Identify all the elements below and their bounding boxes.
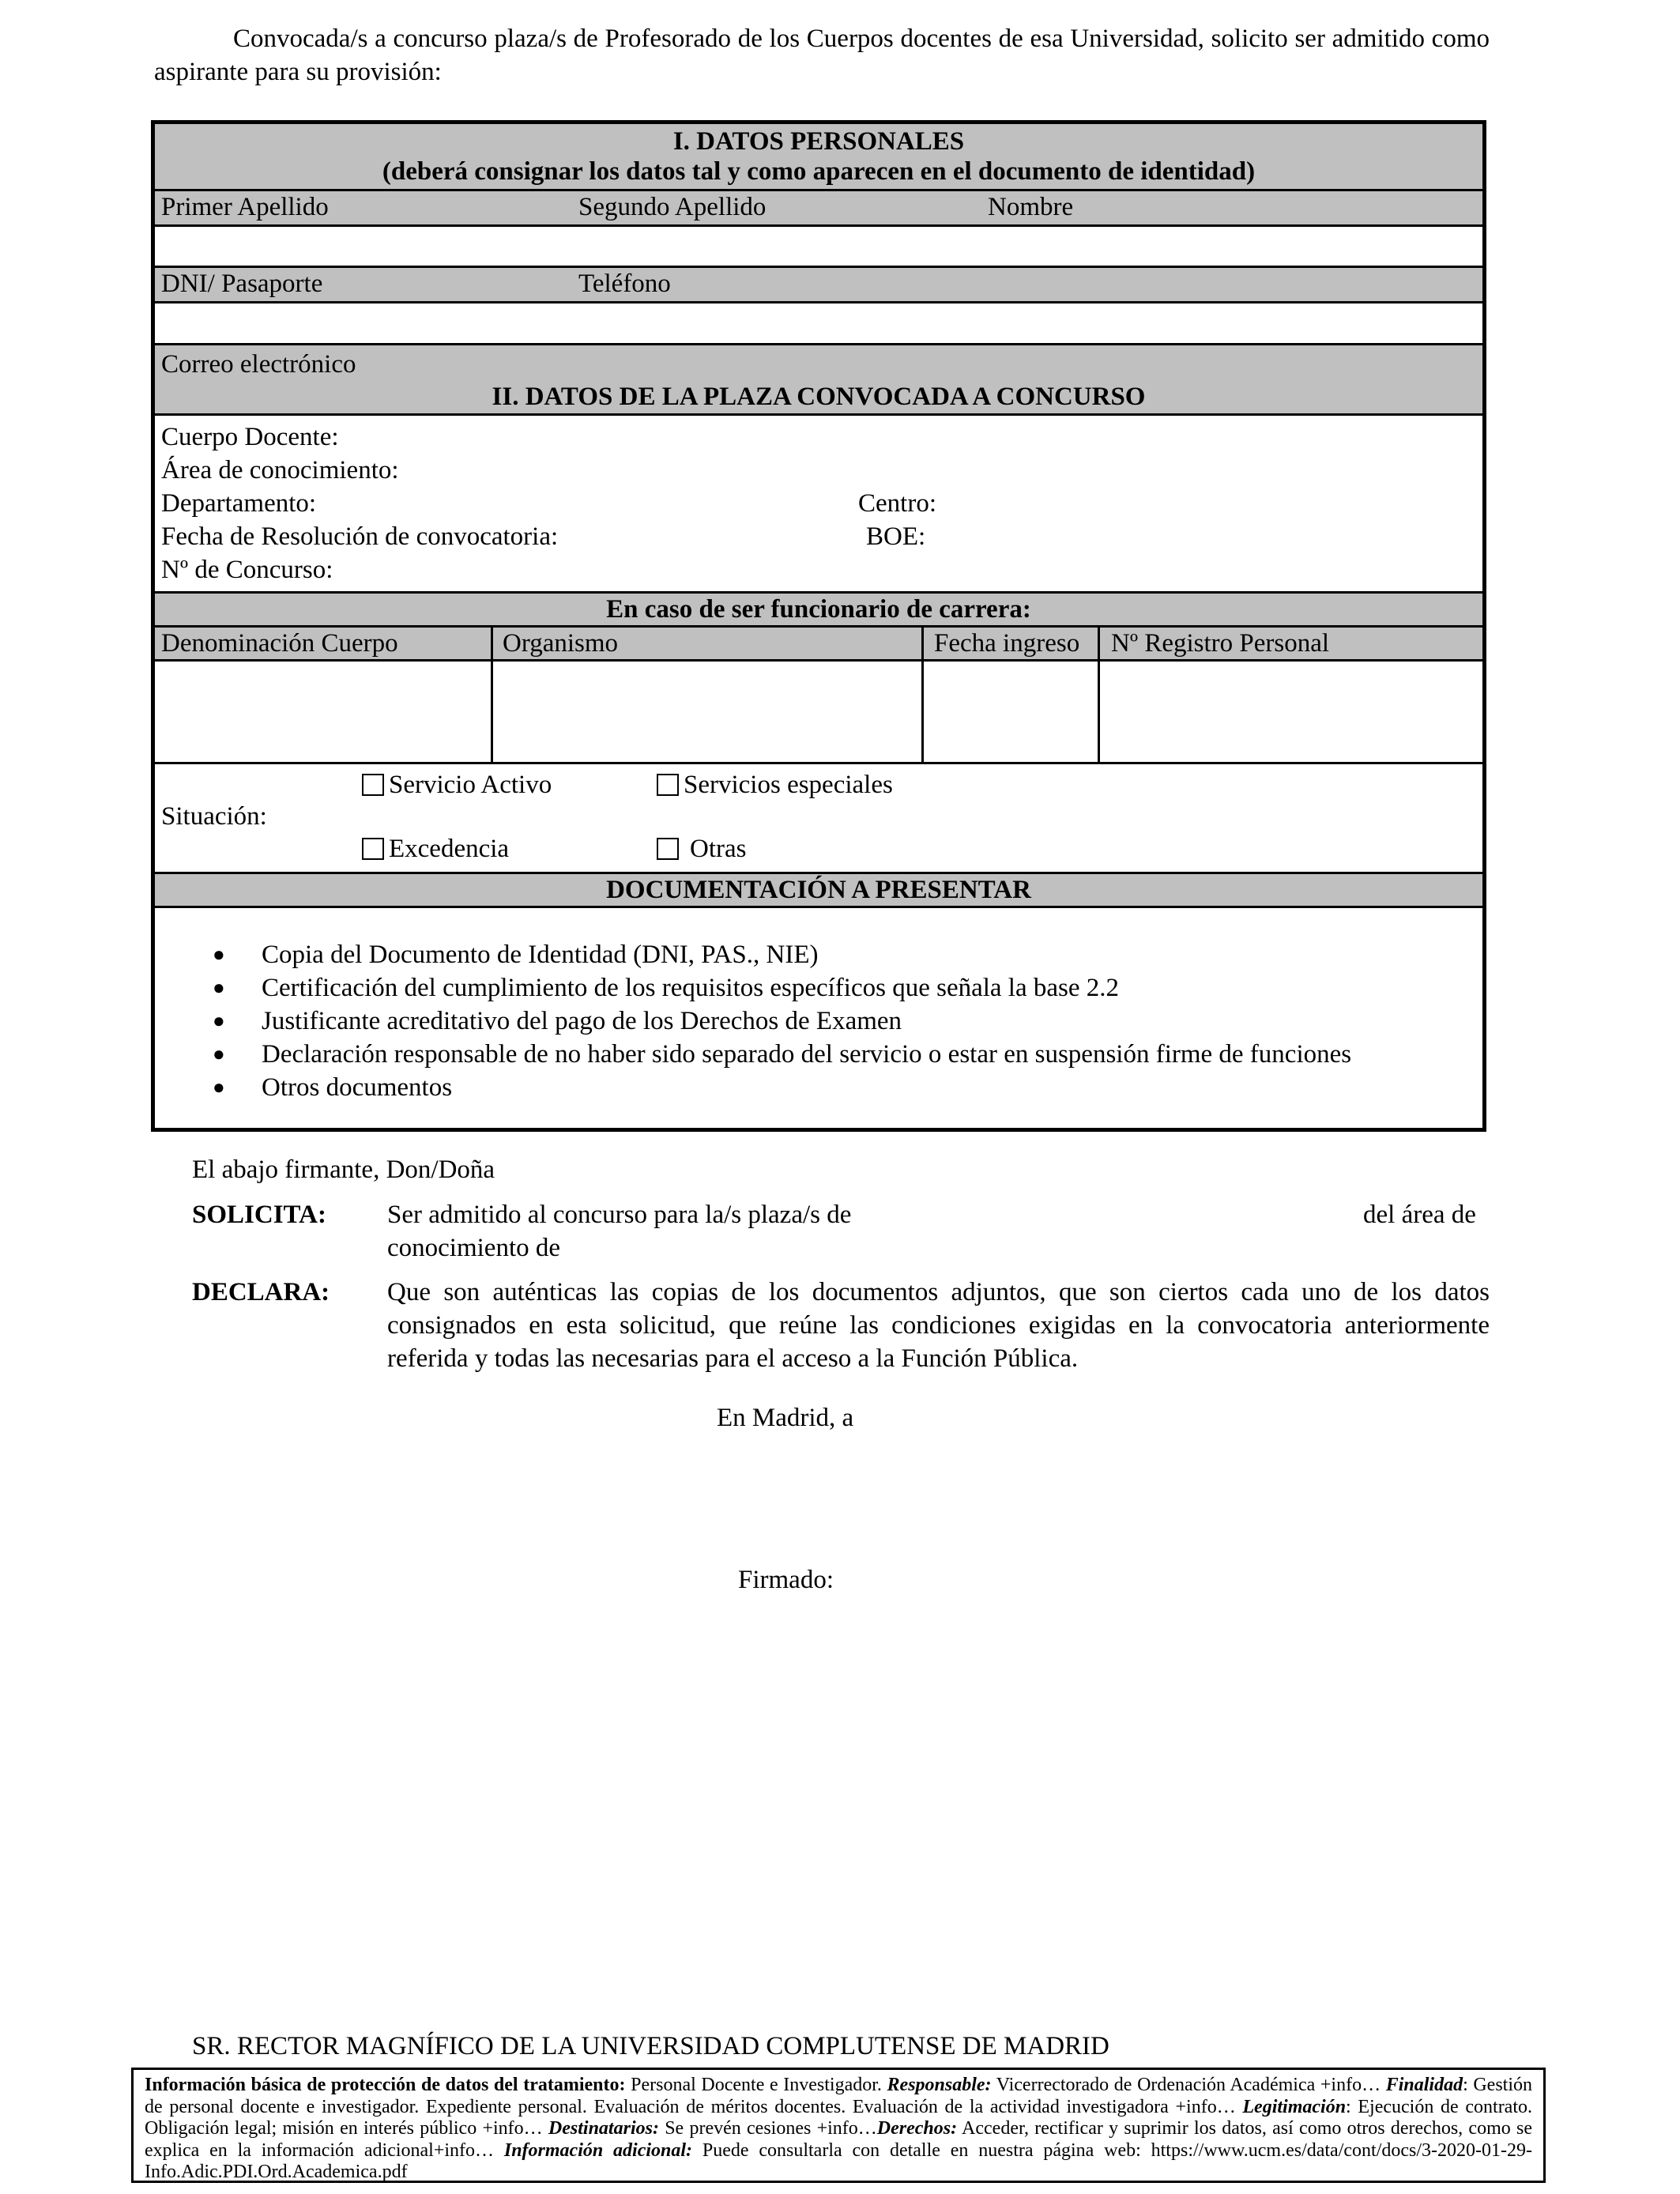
departamento-label: Departamento: — [161, 489, 317, 518]
solicita-conocimiento-text: conocimiento de — [387, 1234, 561, 1262]
dni-label: DNI/ Pasaporte — [161, 270, 323, 298]
servicio-activo-checkbox[interactable] — [362, 774, 384, 796]
solicita-area-text: del área de — [1363, 1201, 1476, 1229]
cuerpo-docente-label: Cuerpo Docente: — [161, 423, 339, 451]
excedencia-option[interactable] — [362, 832, 509, 865]
otras-checkbox[interactable] — [657, 838, 679, 860]
bullet-icon: ● — [213, 1009, 225, 1032]
servicio-activo-label: Servicio Activo — [389, 771, 552, 799]
application-form — [151, 120, 1486, 1132]
segundo-apellido-label: Segundo Apellido — [578, 193, 767, 221]
funcionario-header — [155, 594, 1482, 625]
servicio-activo-option[interactable] — [362, 768, 552, 801]
servicios-especiales-option[interactable] — [657, 768, 893, 801]
documentacion-header — [155, 874, 1482, 906]
funcionario-labels-row — [155, 628, 1482, 659]
otras-label: Otras — [690, 835, 747, 863]
num-concurso-label: Nº de Concurso: — [161, 556, 333, 584]
denominacion-field[interactable] — [155, 662, 491, 760]
data-protection-notice: Información básica de protección de datos del tratamiento: Personal Docente e Investigador. Responsable: Vicerrectorado de Ordenación Académica +info… Finalidad: Gestión de personal docente e investigador. Expediente personal. Evaluación de méritos docentes. Evaluación de la actividad investigadora +info… Legitimación: Ejecución de contrato. Obligación legal; misión en interés público +info… Destinatarios: Se prevén cesiones +info…Derechos: Acceder, rectificar y suprimir los datos, así como otros derechos, como se explica en la información adicional+info… Información adicional: Puede consultarla con detalle en nuestra página web: https://www.ucm.es/data/cont/docs/3-2020-01-29-Info.Adic.PDI.Ord.Academica.pdf — [131, 2068, 1546, 2183]
list-item: ● Certificación del cumplimiento de los requisitos específicos que señala la base 2.2 — [262, 971, 1351, 1005]
servicios-especiales-label: Servicios especiales — [684, 771, 893, 799]
situacion-label: Situación: — [161, 802, 267, 831]
servicios-especiales-checkbox[interactable] — [657, 774, 679, 796]
bullet-icon: ● — [213, 1076, 225, 1099]
primer-apellido-field[interactable] — [155, 227, 567, 266]
dni-field[interactable] — [155, 303, 567, 343]
otras-option[interactable] — [657, 832, 746, 865]
funcionario-inputs-row — [155, 662, 1482, 760]
nombre-field[interactable] — [979, 227, 1485, 266]
excedencia-label: Excedencia — [389, 835, 510, 863]
contact-inputs-row — [155, 303, 1482, 343]
segundo-apellido-field[interactable] — [570, 227, 979, 266]
organismo-field[interactable] — [493, 662, 921, 760]
fecha-ingreso-label: Fecha ingreso — [934, 629, 1080, 658]
correo-label: Correo electrónico — [161, 350, 356, 379]
primer-apellido-label: Primer Apellido — [161, 193, 329, 221]
name-labels-row — [155, 191, 1482, 224]
bullet-icon: ● — [213, 1042, 225, 1065]
nombre-label: Nombre — [988, 193, 1074, 221]
boe-label: BOE: — [866, 522, 926, 551]
section-plaza-title: II. DATOS DE LA PLAZA CONVOCADA A CONCURSO — [492, 383, 1146, 411]
declara-label: DECLARA: — [192, 1278, 330, 1306]
solicita-text: Ser admitido al concurso para la/s plaza/s de — [387, 1201, 852, 1229]
firmado-label: Firmado: — [738, 1566, 834, 1594]
list-item: ● Otros documentos — [262, 1071, 1351, 1104]
documentacion-list — [213, 938, 1352, 1104]
correo-row — [155, 345, 1482, 380]
destinatario: SR. RECTOR MAGNÍFICO DE LA UNIVERSIDAD COMPLUTENSE DE MADRID — [192, 2032, 1109, 2060]
bullet-icon: ● — [213, 976, 225, 999]
fecha-resolucion-label: Fecha de Resolución de convocatoria: — [161, 522, 559, 551]
telefono-field[interactable] — [570, 303, 1485, 343]
area-label: Área de conocimiento: — [161, 456, 399, 484]
excedencia-checkbox[interactable] — [362, 838, 384, 860]
bullet-icon: ● — [213, 943, 225, 966]
intro-paragraph: Convocada/s a concurso plaza/s de Profesorado de los Cuerpos docentes de esa Universidad, solicito ser admitido como aspirante para su provisión: — [154, 25, 1490, 86]
denominacion-label: Denominación Cuerpo — [161, 629, 398, 658]
section-personal-subtitle: (deberá consignar los datos tal y como aparecen en el documento de identidad) — [382, 157, 1256, 186]
funcionario-title: En caso de ser funcionario de carrera: — [606, 595, 1031, 624]
documentacion-title: DOCUMENTACIÓN A PRESENTAR — [606, 876, 1031, 904]
contact-labels-row — [155, 268, 1482, 301]
list-item: ● Justificante acreditativo del pago de los Derechos de Examen — [262, 1005, 1351, 1038]
organismo-label: Organismo — [503, 629, 619, 658]
solicita-label: SOLICITA: — [192, 1201, 326, 1229]
declara-text: Que son auténticas las copias de los documentos adjuntos, que son ciertos cada uno de los datos consignados en esta solicitud, que reúne las condiciones exigidas en la convocatoria anteriormente referida y todas las necesarias para el acceso a la Función Pública. — [387, 1278, 1490, 1373]
centro-label: Centro: — [858, 489, 936, 518]
registro-label: Nº Registro Personal — [1111, 629, 1330, 658]
lugar-fecha: En Madrid, a — [717, 1404, 854, 1432]
section-personal-title: I. DATOS PERSONALES — [672, 127, 965, 156]
list-item: ● Declaración responsable de no haber sido separado del servicio o estar en suspensión firme de funciones — [262, 1038, 1351, 1071]
list-item: ● Copia del Documento de Identidad (DNI, PAS., NIE) — [262, 938, 1351, 971]
telefono-label: Teléfono — [578, 270, 671, 298]
firmante-line: El abajo firmante, Don/Doña — [192, 1155, 495, 1184]
registro-field[interactable] — [1100, 662, 1485, 760]
section-personal-header — [155, 124, 1482, 189]
name-inputs-row — [155, 227, 1482, 266]
fecha-ingreso-field[interactable] — [924, 662, 1098, 760]
section-plaza-header — [155, 380, 1482, 413]
